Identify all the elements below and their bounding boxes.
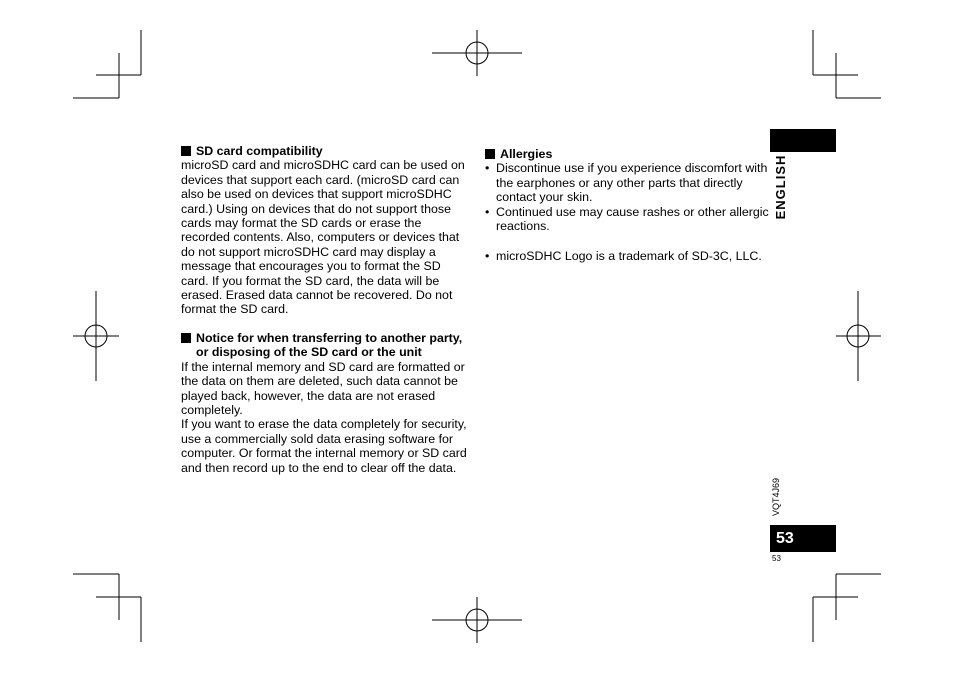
language-tab (770, 129, 836, 152)
square-bullet-icon (181, 333, 191, 343)
notice-heading (181, 331, 471, 360)
notice-body-1: If the internal memory and SD card are formatted or the data on them are deleted, such data cannot be played back, however, the data are not erased completely. (181, 359, 465, 417)
bullet-icon: • (485, 249, 490, 264)
page-number: 53 (776, 530, 794, 547)
notice-body-2: If you want to erase the data completely for security, use a commercially sold data erasing software for computer. Or format the internal memory or SD card and then record up to the end to clear off the data. (181, 417, 467, 475)
sd-compatibility-heading (181, 144, 471, 158)
allergies-heading (485, 147, 775, 161)
left-column (181, 144, 471, 475)
bullet-icon: • (485, 161, 490, 176)
bullet-icon: • (485, 204, 490, 219)
sd-compatibility-body: microSD card and microSDHC card can be used on devices that support each card. (microSD card can also be used on devices that support microSDHC card.) Using on devices that do not support those cards may format the SD cards or erase the recorded contents. Also, computers or devices that do not support microSDHC card may display a message that encourages you to format the SD card. If you format the SD card, the data will be erased. Erased data cannot be recovered. Do not format the SD card. (181, 158, 465, 317)
square-bullet-icon (181, 146, 191, 156)
small-page-number: 53 (772, 554, 781, 563)
trademark-note: microSDHC Logo is a trademark of SD-3C, LLC. (496, 249, 762, 264)
language-label: ENGLISH (772, 154, 788, 220)
square-bullet-icon (485, 149, 495, 159)
sd-heading-text: SD card compatibility (196, 144, 323, 158)
list-item (485, 161, 775, 204)
right-column (485, 147, 775, 264)
allergies-heading-text: Allergies (500, 147, 553, 161)
page-number-box (770, 525, 836, 552)
allergy-bullet-1: Discontinue use if you experience discomfort with the earphones or any other parts that directly contact your skin. (496, 161, 768, 205)
model-code: VQT4J69 (771, 477, 781, 517)
list-item (485, 249, 775, 263)
list-item (485, 205, 775, 234)
allergy-bullet-2: Continued use may cause rashes or other allergic reactions. (496, 204, 769, 234)
notice-heading-text: Notice for when transferring to another party, or disposing of the SD card or the unit (196, 330, 463, 360)
